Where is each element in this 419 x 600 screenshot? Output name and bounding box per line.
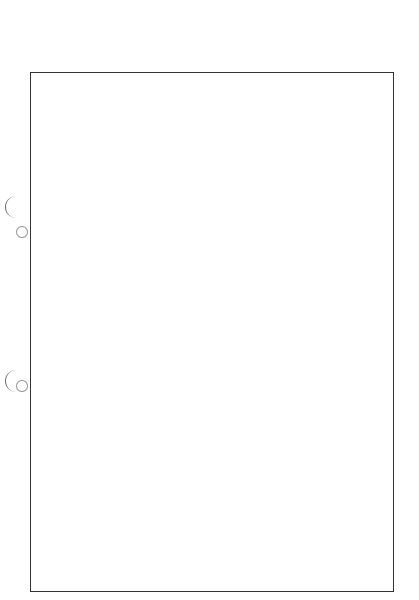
- punch-hole-top: [16, 226, 28, 238]
- binder-mark-top: [5, 196, 16, 218]
- binder-mark-bottom: [5, 370, 16, 392]
- punch-hole-bottom: [16, 380, 28, 392]
- specification-form: [30, 72, 394, 592]
